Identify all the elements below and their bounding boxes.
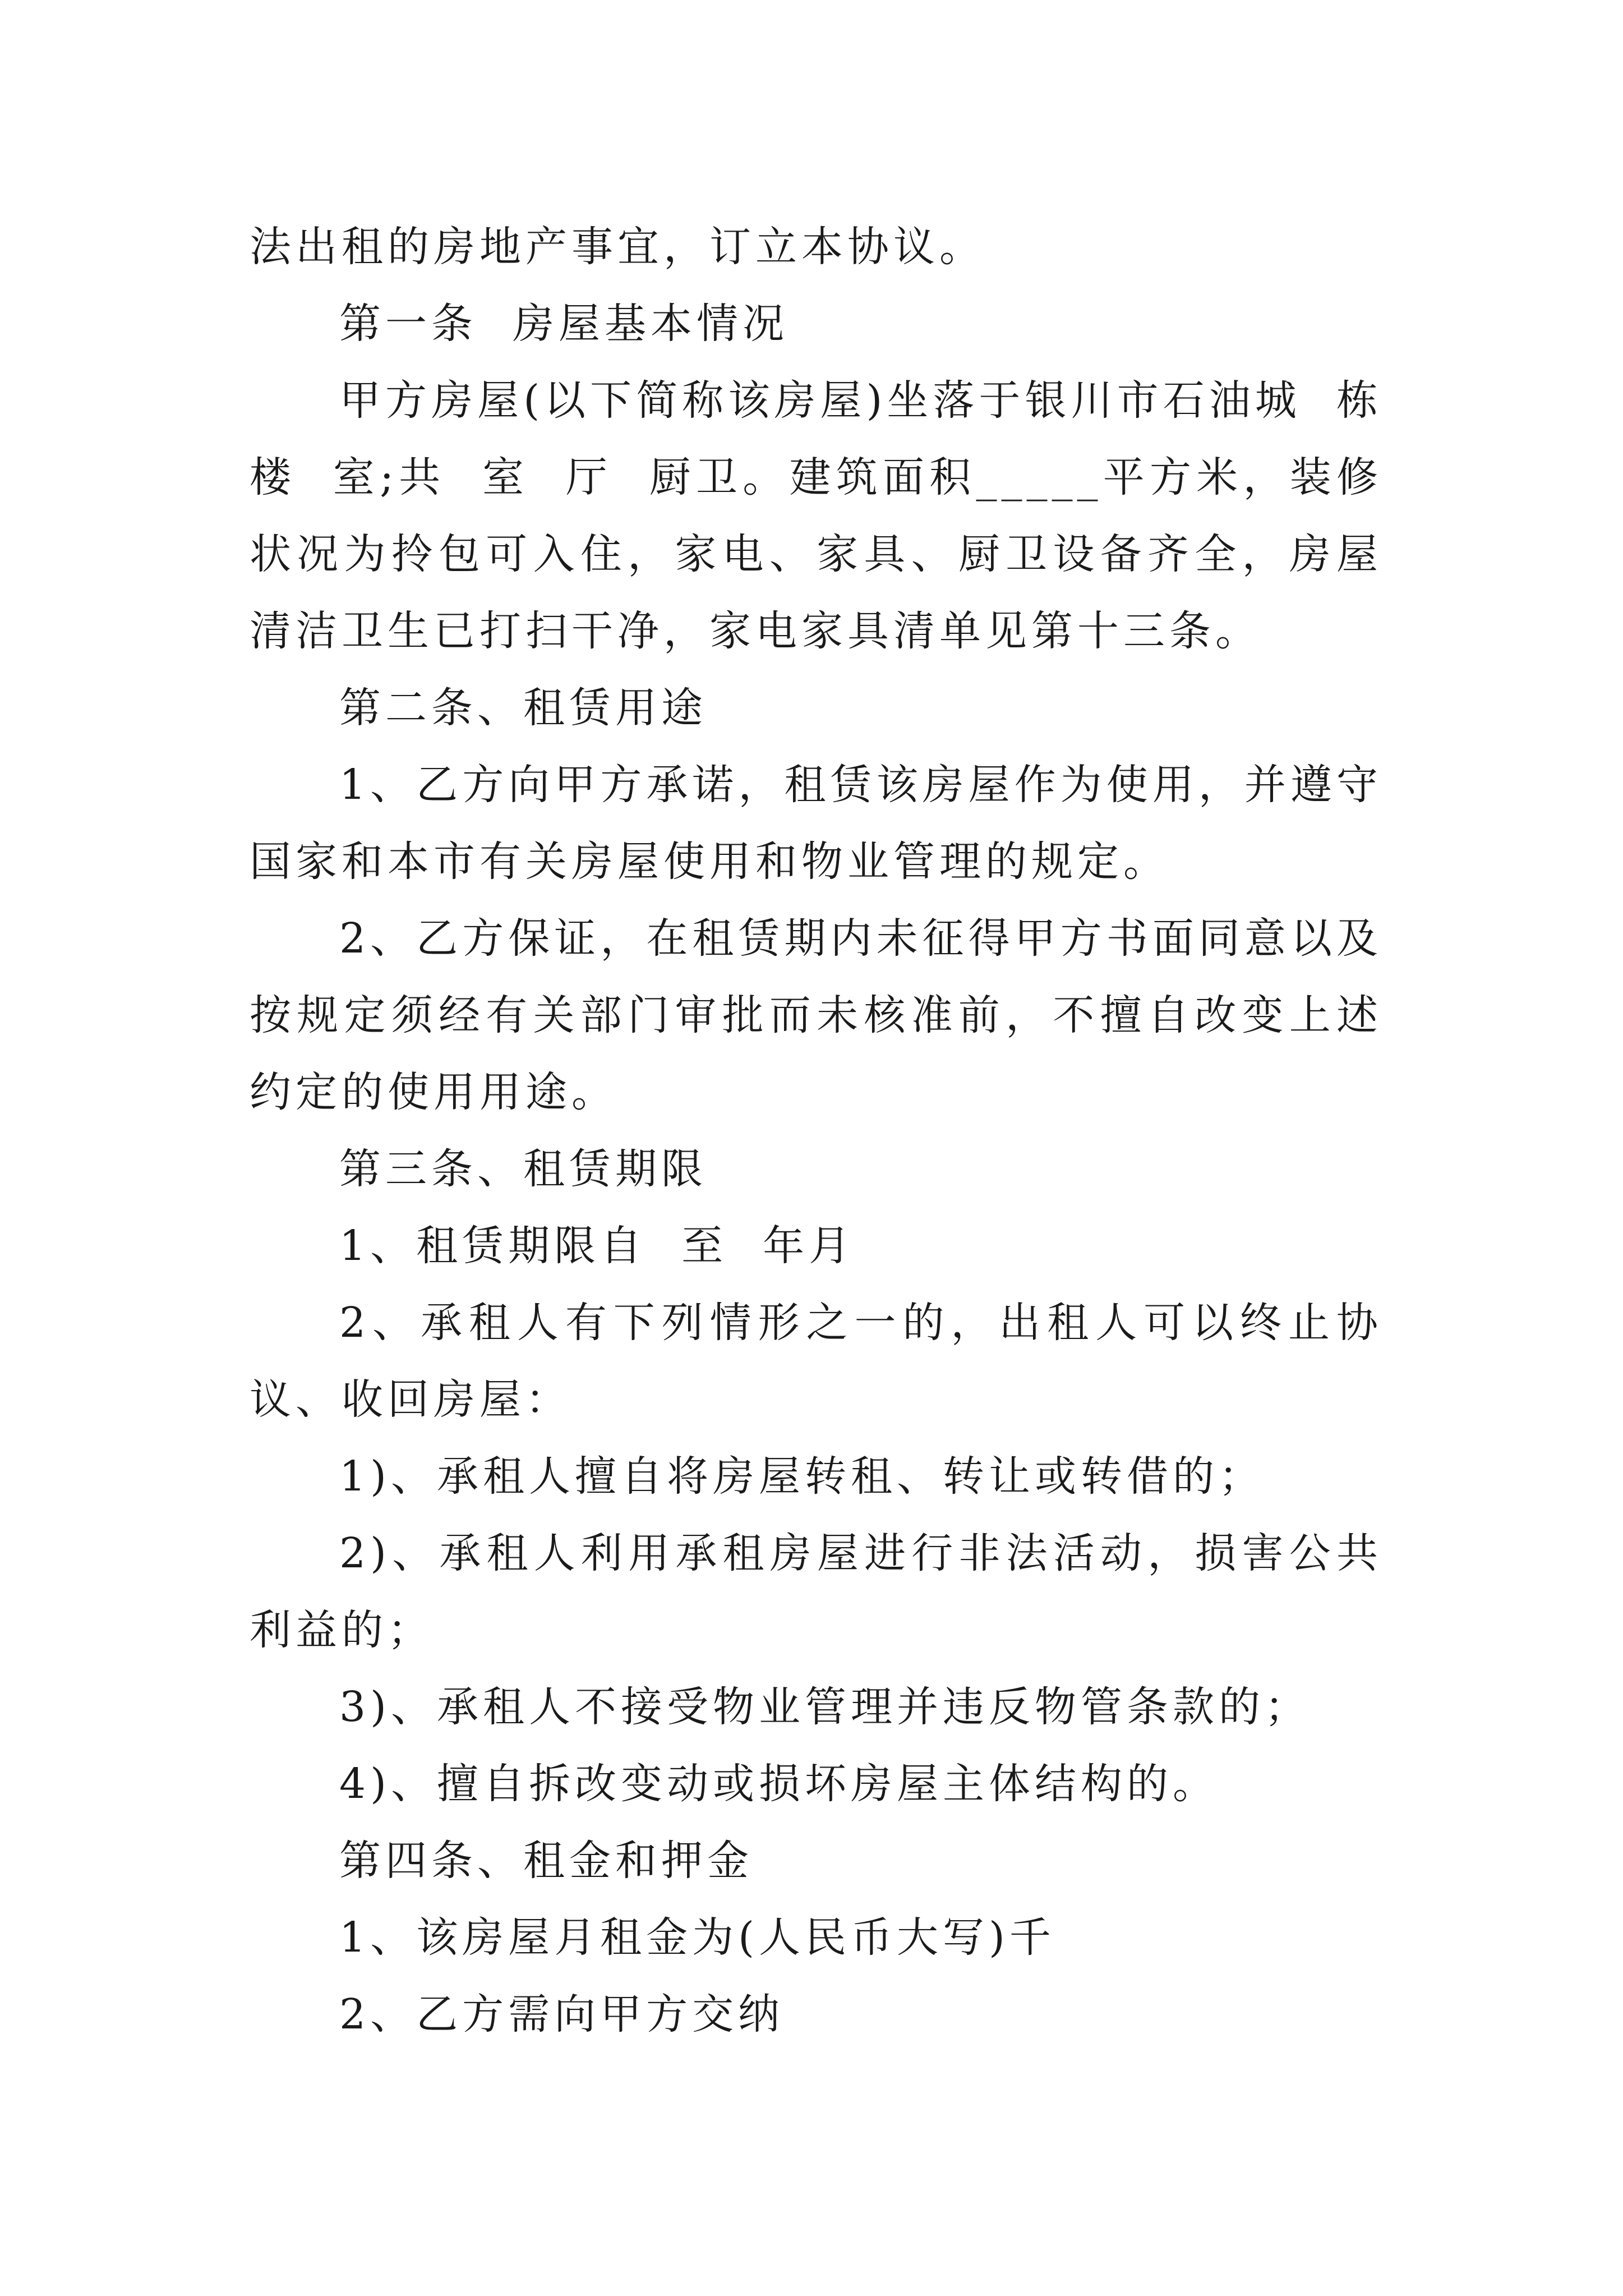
article-2-clause-2: 2、乙方保证，在租赁期内未征得甲方书面同意以及按规定须经有关部门审批而未核准前，不擅自改变上述约定的使用用途。 — [250, 914, 1382, 1116]
article-1-body: 甲方房屋(以下简称该房屋)坐落于银川市石油城 栋 楼 室;共 室 厅 厨卫。建筑面积_____平方米，装修状况为拎包可入住，家电、家具、厨卫设备齐全，房屋清洁卫生已打扫干净，家电家具清单见第十三条。 — [250, 376, 1418, 655]
article-4-clause-2: 2、乙方需向甲方交纳 — [339, 1990, 785, 2039]
article-3-sub-item-1: 1)、承租人擅自将房屋转租、转让或转借的； — [339, 1452, 1265, 1501]
article-3-sub-item-4: 4)、擅自拆改变动或损坏房屋主体结构的。 — [339, 1760, 1219, 1808]
article-3-clause-1: 1、租赁期限自 至 年月 — [339, 1222, 855, 1270]
document-body — [250, 209, 1418, 2053]
article-3-clause-2: 2、承租人有下列情形之一的，出租人可以终止协议、收回房屋： — [250, 1299, 1382, 1424]
article-3-heading: 第三条、租赁期限 — [339, 1145, 707, 1193]
article-4-clause-1: 1、该房屋月租金为(人民币大写)千 — [339, 1913, 1055, 1962]
intro-paragraph-end: 法出租的房地产事宜，订立本协议。 — [250, 223, 985, 271]
article-3-sub-item-2: 2)、承租人利用承租房屋进行非法活动，损害公共利益的； — [250, 1529, 1382, 1654]
article-1-heading: 第一条 房屋基本情况 — [339, 300, 789, 348]
article-2-heading: 第二条、租赁用途 — [339, 684, 707, 732]
article-2-clause-1: 1、乙方向甲方承诺，租赁该房屋作为使用，并遵守国家和本市有关房屋使用和物业管理的规定。 — [250, 761, 1382, 886]
article-4-heading: 第四条、租金和押金 — [339, 1837, 753, 1885]
article-3-sub-item-3: 3)、承租人不接受物业管理并违反物管条款的； — [339, 1683, 1311, 1731]
